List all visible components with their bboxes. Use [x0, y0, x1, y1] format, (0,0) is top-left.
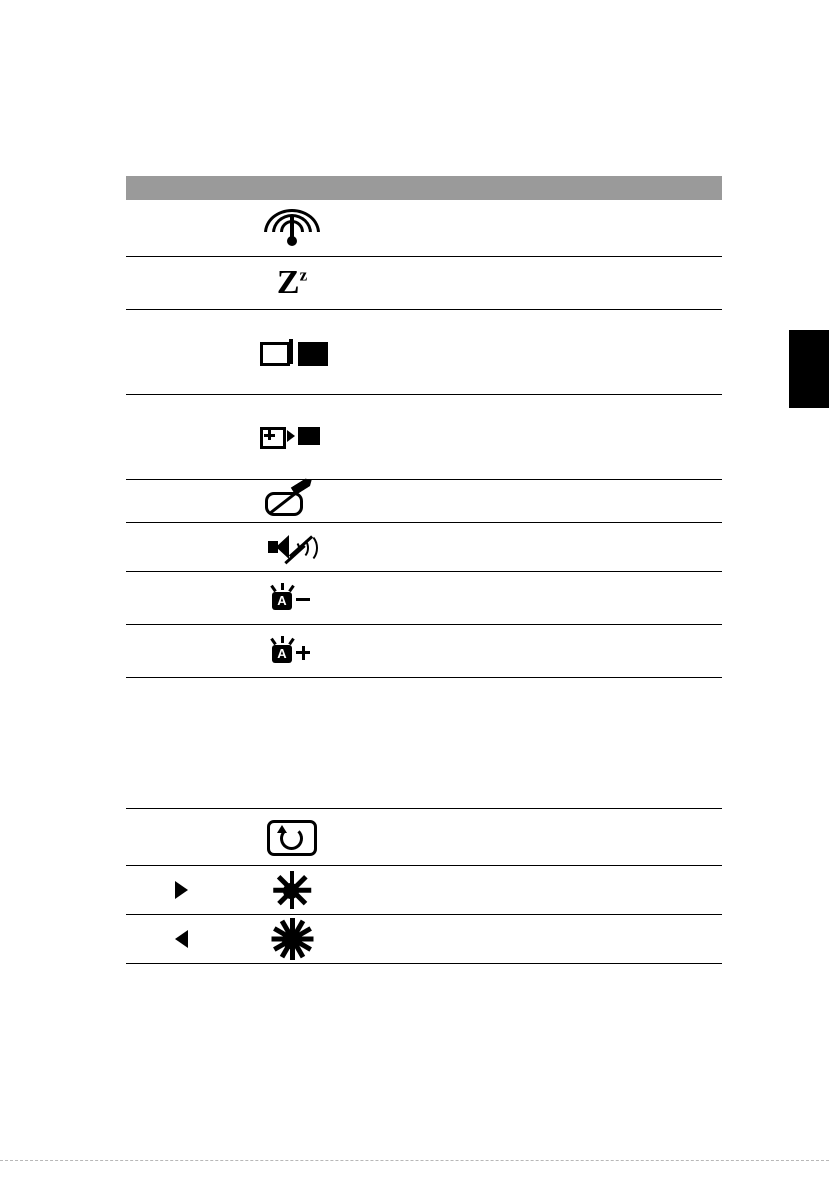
- row-description-cell: [348, 678, 722, 809]
- table-body: [126, 200, 722, 964]
- table-row: [126, 572, 722, 625]
- row-description-cell: [348, 480, 722, 523]
- backup-restore-icon: [267, 820, 317, 854]
- row-icon-cell: [236, 678, 348, 809]
- row-hotkey-cell: [126, 809, 236, 866]
- row-icon-cell: [236, 572, 348, 625]
- row-hotkey-cell: [126, 915, 236, 964]
- table-row: [126, 200, 722, 257]
- row-description-cell: [348, 200, 722, 257]
- table-row: [126, 625, 722, 678]
- triangle-right-icon: [175, 881, 188, 899]
- row-icon-cell: [236, 523, 348, 572]
- row-description-cell: [348, 395, 722, 480]
- table-row: [126, 395, 722, 480]
- speaker-mute-icon: [266, 532, 318, 562]
- row-description-cell: [348, 625, 722, 678]
- row-icon-cell: [236, 915, 348, 964]
- table-row: [126, 310, 722, 395]
- sleep-z-icon: $Z^z$: [276, 264, 308, 301]
- row-description-cell: [348, 257, 722, 310]
- touchpad-toggle-icon: [265, 486, 319, 516]
- row-hotkey-cell: [126, 480, 236, 523]
- row-description-cell: [348, 572, 722, 625]
- table-row: [126, 678, 722, 809]
- display-toggle-icon: [260, 339, 324, 365]
- row-hotkey-cell: [126, 572, 236, 625]
- row-hotkey-cell: [126, 395, 236, 480]
- table-row: [126, 480, 722, 523]
- hotkeys-table-container: [126, 176, 722, 964]
- row-hotkey-cell: [126, 523, 236, 572]
- row-hotkey-cell: [126, 866, 236, 915]
- row-hotkey-cell: [126, 257, 236, 310]
- row-hotkey-cell: [126, 310, 236, 395]
- row-description-cell: [348, 866, 722, 915]
- table-header-row: [126, 176, 722, 200]
- page-edge-tab-marker: [789, 330, 829, 408]
- column-header-hotkey: [126, 176, 236, 200]
- row-icon-cell: [236, 866, 348, 915]
- column-header-icon: [236, 176, 348, 200]
- table-header: [126, 176, 722, 200]
- row-icon-cell: [236, 809, 348, 866]
- row-description-cell: [348, 915, 722, 964]
- row-hotkey-cell: [126, 200, 236, 257]
- row-icon-cell: [236, 257, 348, 310]
- row-hotkey-cell: [126, 625, 236, 678]
- brightness-up-sun-icon: [269, 918, 315, 960]
- row-icon-cell: [236, 625, 348, 678]
- row-hotkey-cell: [126, 678, 236, 809]
- brightness-down-sun-icon: [269, 869, 315, 911]
- row-description-cell: [348, 809, 722, 866]
- wireless-antenna-icon: [263, 210, 321, 246]
- column-header-description: [348, 176, 722, 200]
- row-icon-cell: [236, 200, 348, 257]
- page-trim-line: [0, 1160, 829, 1161]
- row-description-cell: [348, 523, 722, 572]
- hotkeys-table: [126, 176, 722, 964]
- row-description-cell: [348, 310, 722, 395]
- row-icon-cell: [236, 310, 348, 395]
- table-row: [126, 866, 722, 915]
- table-row: [126, 915, 722, 964]
- table-row: [126, 257, 722, 310]
- row-icon-cell: [236, 480, 348, 523]
- keyboard-backlight-up-icon: [264, 636, 320, 666]
- keyboard-backlight-down-icon: [264, 583, 320, 613]
- screen-blank-icon: [260, 426, 324, 448]
- table-row: [126, 523, 722, 572]
- triangle-left-icon: [175, 930, 188, 948]
- row-icon-cell: [236, 395, 348, 480]
- table-row: [126, 809, 722, 866]
